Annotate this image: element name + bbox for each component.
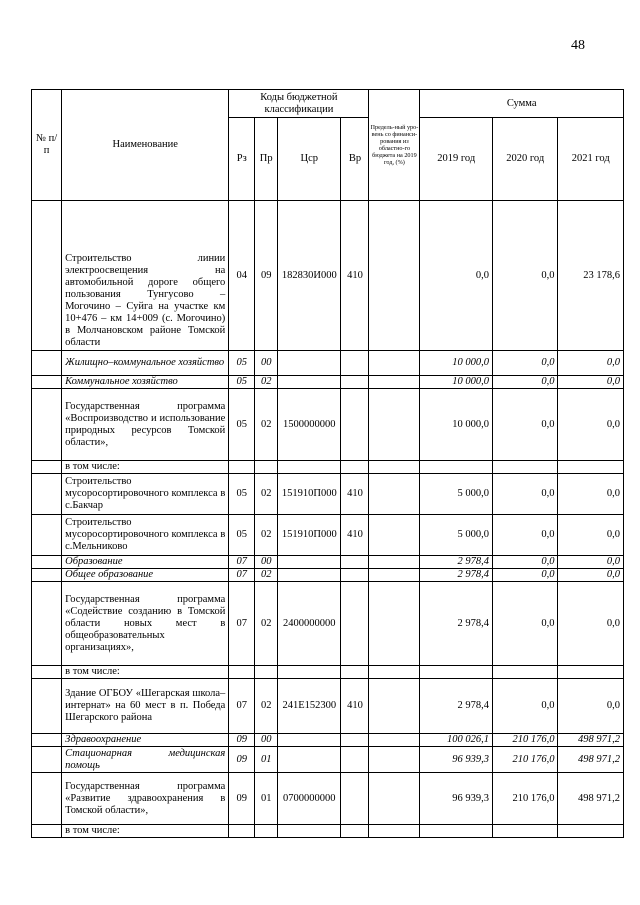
row-2020: 0,0: [493, 389, 558, 461]
row-2020: 0,0: [493, 556, 558, 569]
row-rz: [229, 461, 255, 474]
table-row: [32, 474, 624, 515]
row-csr: 151910П000: [278, 474, 341, 515]
row-2021: [558, 461, 624, 474]
row-share: [369, 582, 420, 666]
budget-table: [31, 89, 624, 838]
row-2019: 5 000,0: [420, 515, 493, 556]
header-share: Предель-ный уро-вень со финанси-рования из областно-го бюджета на 2019 год, (%): [369, 90, 420, 201]
row-pr: 02: [255, 376, 278, 389]
row-pr: 00: [255, 734, 278, 747]
row-csr: [278, 825, 341, 838]
row-rz: 07: [229, 556, 255, 569]
row-share: [369, 747, 420, 773]
row-num: [32, 351, 62, 376]
row-2021: 0,0: [558, 556, 624, 569]
row-2020: 0,0: [493, 569, 558, 582]
row-share: [369, 351, 420, 376]
row-share: [369, 201, 420, 351]
row-name: в том числе:: [62, 461, 229, 474]
row-vr: [341, 556, 369, 569]
row-num: [32, 376, 62, 389]
row-num: [32, 582, 62, 666]
row-num: [32, 515, 62, 556]
row-2021: 498 971,2: [558, 773, 624, 825]
row-name: в том числе:: [62, 666, 229, 679]
table-row: [32, 825, 624, 838]
row-pr: 02: [255, 474, 278, 515]
row-2019: 100 026,1: [420, 734, 493, 747]
header-name: Наименование: [62, 90, 229, 201]
row-2019: 96 939,3: [420, 747, 493, 773]
row-num: [32, 747, 62, 773]
row-2019: 2 978,4: [420, 582, 493, 666]
row-rz: 05: [229, 351, 255, 376]
header-rz: Рз: [229, 118, 255, 201]
row-share: [369, 734, 420, 747]
row-pr: 02: [255, 569, 278, 582]
row-2020: [493, 825, 558, 838]
row-2019: 2 978,4: [420, 556, 493, 569]
row-vr: [341, 666, 369, 679]
row-vr: [341, 734, 369, 747]
row-share: [369, 569, 420, 582]
row-rz: 05: [229, 474, 255, 515]
table-row: [32, 666, 624, 679]
row-vr: [341, 461, 369, 474]
row-2019: 0,0: [420, 201, 493, 351]
row-csr: 1500000000: [278, 389, 341, 461]
row-2021: 0,0: [558, 389, 624, 461]
row-pr: 00: [255, 351, 278, 376]
row-name: Здравоохранение: [62, 734, 229, 747]
row-name: Государственная программа «Развитие здравоохранения в Томской области»,: [62, 773, 229, 825]
row-csr: [278, 747, 341, 773]
row-num: [32, 679, 62, 734]
row-share: [369, 376, 420, 389]
row-rz: [229, 666, 255, 679]
row-share: [369, 679, 420, 734]
row-csr: 0700000000: [278, 773, 341, 825]
row-share: [369, 389, 420, 461]
row-csr: 151910П000: [278, 515, 341, 556]
row-2021: 0,0: [558, 474, 624, 515]
table-row: [32, 389, 624, 461]
header-pr: Пр: [255, 118, 278, 201]
row-2019: [420, 825, 493, 838]
row-pr: 09: [255, 201, 278, 351]
row-2020: [493, 666, 558, 679]
table-row: [32, 747, 624, 773]
row-pr: 01: [255, 747, 278, 773]
header-2021: 2021 год: [558, 118, 624, 201]
table-row: [32, 201, 624, 351]
table-row: [32, 515, 624, 556]
row-csr: [278, 569, 341, 582]
row-name: Стационарная медицинская помощь: [62, 747, 229, 773]
header-2019: 2019 год: [420, 118, 493, 201]
row-share: [369, 474, 420, 515]
page-number: 48: [571, 38, 585, 53]
row-vr: 410: [341, 474, 369, 515]
row-vr: [341, 747, 369, 773]
row-2019: 2 978,4: [420, 679, 493, 734]
header-csr: Цср: [278, 118, 341, 201]
row-csr: 2400000000: [278, 582, 341, 666]
row-vr: [341, 825, 369, 838]
row-2021: 0,0: [558, 376, 624, 389]
row-2020: 0,0: [493, 351, 558, 376]
row-rz: 07: [229, 569, 255, 582]
row-num: [32, 556, 62, 569]
row-2020: 0,0: [493, 376, 558, 389]
row-2020: 210 176,0: [493, 734, 558, 747]
row-2021: 0,0: [558, 679, 624, 734]
row-pr: [255, 461, 278, 474]
row-name: Строительство мусоросортировочного комплекса в с.Бакчар: [62, 474, 229, 515]
row-rz: 09: [229, 734, 255, 747]
row-2020: 210 176,0: [493, 747, 558, 773]
row-2019: 5 000,0: [420, 474, 493, 515]
table-row: [32, 569, 624, 582]
row-csr: [278, 666, 341, 679]
row-rz: 09: [229, 773, 255, 825]
row-2020: 0,0: [493, 582, 558, 666]
row-share: [369, 825, 420, 838]
row-pr: 02: [255, 515, 278, 556]
row-num: [32, 734, 62, 747]
row-2020: [493, 461, 558, 474]
row-2021: [558, 825, 624, 838]
row-rz: [229, 825, 255, 838]
table-row: [32, 351, 624, 376]
table-row: [32, 773, 624, 825]
row-csr: 182830И000: [278, 201, 341, 351]
header-sum-group: Сумма: [420, 90, 624, 118]
row-2019: [420, 461, 493, 474]
row-pr: 00: [255, 556, 278, 569]
header-num: № п/п: [32, 90, 62, 201]
row-vr: [341, 582, 369, 666]
header-2020: 2020 год: [493, 118, 558, 201]
header-codes-group: Коды бюджетной классификации: [229, 90, 369, 118]
row-pr: [255, 825, 278, 838]
row-2020: 0,0: [493, 201, 558, 351]
row-2021: 0,0: [558, 569, 624, 582]
row-name: Жилищно–коммунальное хозяйство: [62, 351, 229, 376]
row-2020: 0,0: [493, 474, 558, 515]
row-2021: 498 971,2: [558, 734, 624, 747]
row-pr: 01: [255, 773, 278, 825]
row-csr: [278, 556, 341, 569]
row-rz: 05: [229, 376, 255, 389]
row-csr: [278, 734, 341, 747]
row-vr: [341, 773, 369, 825]
row-share: [369, 556, 420, 569]
row-num: [32, 461, 62, 474]
row-vr: [341, 389, 369, 461]
row-name: Образование: [62, 556, 229, 569]
row-name: Государственная программа «Содействие созданию в Томской области новых мест в общеобразовательных организациях»,: [62, 582, 229, 666]
row-vr: 410: [341, 515, 369, 556]
row-num: [32, 773, 62, 825]
row-2019: 10 000,0: [420, 351, 493, 376]
row-share: [369, 461, 420, 474]
row-2021: [558, 666, 624, 679]
row-rz: 05: [229, 515, 255, 556]
row-name: Строительство мусоросортировочного комплекса в с.Мельниково: [62, 515, 229, 556]
row-csr: 241E152300: [278, 679, 341, 734]
row-name: Здание ОГБОУ «Шегарская школа–интернат» на 60 мест в п. Победа Шегарского района: [62, 679, 229, 734]
row-2021: 23 178,6: [558, 201, 624, 351]
row-2019: 2 978,4: [420, 569, 493, 582]
row-rz: 09: [229, 747, 255, 773]
row-2021: 0,0: [558, 582, 624, 666]
row-2021: 0,0: [558, 515, 624, 556]
row-2019: [420, 666, 493, 679]
row-vr: 410: [341, 679, 369, 734]
row-2020: 0,0: [493, 679, 558, 734]
row-2020: 210 176,0: [493, 773, 558, 825]
row-name: Коммунальное хозяйство: [62, 376, 229, 389]
row-pr: 02: [255, 679, 278, 734]
row-rz: 04: [229, 201, 255, 351]
row-num: [32, 825, 62, 838]
row-num: [32, 569, 62, 582]
row-num: [32, 201, 62, 351]
row-csr: [278, 461, 341, 474]
row-name: Государственная программа «Воспроизводство и использование природных ресурсов Томской области»,: [62, 389, 229, 461]
row-vr: [341, 569, 369, 582]
row-share: [369, 515, 420, 556]
table-row: [32, 461, 624, 474]
row-vr: [341, 351, 369, 376]
table-row: [32, 679, 624, 734]
row-2021: 498 971,2: [558, 747, 624, 773]
row-csr: [278, 351, 341, 376]
row-name: Строительство линии электроосвещения на автомобильной дороге общего пользования Тунгусово – Могочино – Суйга на участке км 10+476 – км 14+009 (с. Могочино) в Молчановском районе Томской области: [62, 201, 229, 351]
row-pr: [255, 666, 278, 679]
row-num: [32, 474, 62, 515]
row-rz: 05: [229, 389, 255, 461]
header-vr: Вр: [341, 118, 369, 201]
table-row: [32, 556, 624, 569]
table-row: [32, 582, 624, 666]
row-2019: 10 000,0: [420, 389, 493, 461]
row-vr: [341, 376, 369, 389]
row-2019: 10 000,0: [420, 376, 493, 389]
table-row: [32, 376, 624, 389]
row-pr: 02: [255, 582, 278, 666]
row-num: [32, 666, 62, 679]
row-name: в том числе:: [62, 825, 229, 838]
row-share: [369, 666, 420, 679]
row-rz: 07: [229, 582, 255, 666]
row-name: Общее образование: [62, 569, 229, 582]
row-2019: 96 939,3: [420, 773, 493, 825]
row-rz: 07: [229, 679, 255, 734]
row-pr: 02: [255, 389, 278, 461]
row-2021: 0,0: [558, 351, 624, 376]
row-num: [32, 389, 62, 461]
row-share: [369, 773, 420, 825]
row-2020: 0,0: [493, 515, 558, 556]
row-vr: 410: [341, 201, 369, 351]
table-row: [32, 734, 624, 747]
row-csr: [278, 376, 341, 389]
